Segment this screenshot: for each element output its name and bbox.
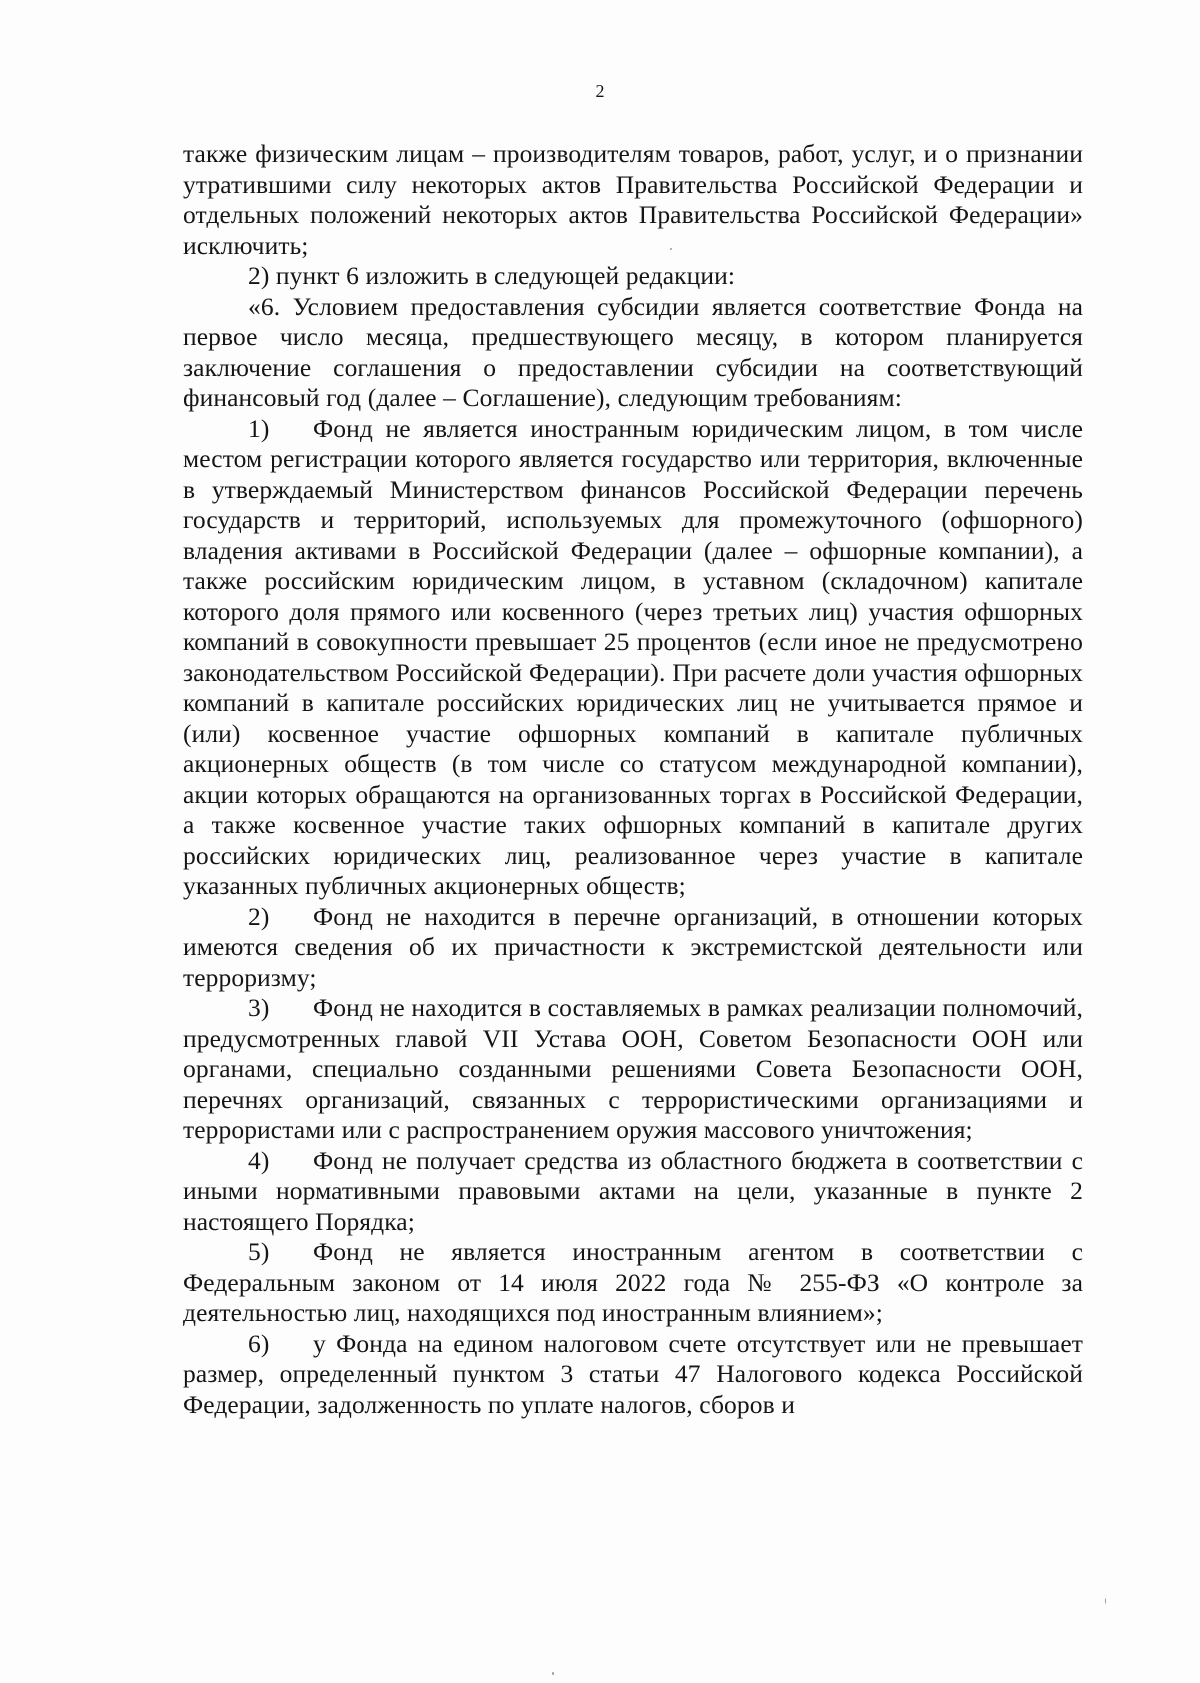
- list-item-number: 3): [248, 993, 270, 1022]
- paragraph-point-6-intro: «6. Условием предоставления субсидии является соответствие Фонда на первое число месяца, предшествующего месяцу, в котором планируется заключение соглашения о предоставлении субсидии на соответствующий финансовый год (далее – Соглашение), следующим требованиям:: [183, 291, 1083, 412]
- list-item-number: 6): [248, 1328, 270, 1358]
- list-item-number: 4): [248, 1145, 270, 1175]
- list-item-5: [183, 1237, 1083, 1329]
- list-item-text: Фонд не является иностранным агентом в соответствии с Федеральным законом от 14 июля 2022 года № 255-ФЗ «О контроле за деятельностью лиц, находящихся под иностранным влиянием»;: [183, 1237, 1083, 1327]
- list-item-text: Фонд не находится в составляемых в рамках реализации полномочий, предусмотренных главой VII Устава ООН, Советом Безопасности ООН или органами, специально созданными решениями Совета Безопасности ООН, перечнях организаций, связанных с террористическими организациями и террористами или с распространением оружия массового уничтожения;: [183, 993, 1083, 1144]
- list-item-number: 2): [248, 901, 270, 931]
- paragraph-point-2: 2) пункт 6 изложить в следующей редакции:: [248, 261, 736, 290]
- scan-speck: [670, 248, 672, 250]
- list-item-text: у Фонда на едином налоговом счете отсутствует или не превышает размер, определенный пунктом 3 статьи 47 Налогового кодекса Российской Федерации, задолженность по уплате налогов, сборов и: [183, 1328, 1083, 1419]
- document-body: [183, 139, 1083, 1420]
- scan-speck: [1105, 1598, 1106, 1604]
- page-number: 2: [595, 81, 605, 101]
- list-item-number: 1): [248, 413, 270, 443]
- paragraph-continuation: также физическим лицам – производителям товаров, работ, услуг, и о признании утратившими силу некоторых актов Правительства Российской Федерации и отдельных положений некоторых актов Правительства Российской Федерации» исключить;: [183, 139, 1083, 260]
- list-item-text: Фонд не является иностранным юридическим лицом, в том числе местом регистрации которого является государство или территория, включенные в утверждаемый Министерством финансов Российской Федерации перечень государств и территорий, используемых для промежуточного (офшорного) владения активами в Российской Федерации (далее – офшорные компании), а также российским юридическим лицом, в уставном (складочном) капитале которого доля прямого или косвенного (через третьих лиц) участия офшорных компаний в совокупности превышает 25 процентов (если иное не предусмотрено законодательством Российской Федерации). При расчете доли участия офшорных компаний в капитале российских юридических лиц не учитывается прямое и (или) косвенное участие офшорных компаний в капитале публичных акционерных обществ (в том числе со статусом международной компании), акции которых обращаются на организованных торгах в Российской Федерации, а также косвенное участие таких офшорных компаний в капитале других российских юридических лиц, реализованное через участие в капитале указанных публичных акционерных обществ;: [183, 413, 1083, 900]
- list-item-number: 5): [248, 1237, 270, 1266]
- list-item-3: [183, 993, 1083, 1146]
- list-item-6: [183, 1329, 1083, 1421]
- scan-speck: [552, 1672, 554, 1675]
- list-item-2: [183, 902, 1083, 994]
- list-item-text: Фонд не находится в перечне организаций, в отношении которых имеются сведения об их причастности к экстремистской деятельности или терроризму;: [183, 901, 1083, 992]
- list-item-4: [183, 1146, 1083, 1238]
- list-item-text: Фонд не получает средства из областного бюджета в соответствии с иными нормативными правовыми актами на цели, указанные в пункте 2 настоящего Порядка;: [183, 1145, 1083, 1236]
- list-item-1: [183, 414, 1083, 902]
